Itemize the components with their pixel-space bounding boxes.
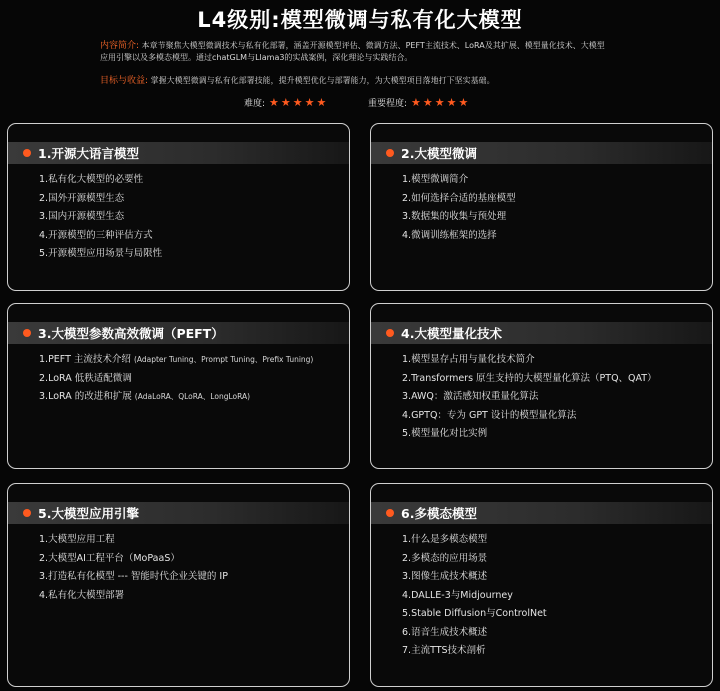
list-item: 1.模型显存占用与量化技术简介 [402, 354, 535, 365]
difficulty-label: 难度: [244, 99, 266, 109]
list-item: 3.AWQ：激活感知权重量化算法 [402, 391, 539, 402]
goal-text [100, 75, 630, 87]
bullet-dot-icon [23, 509, 31, 517]
list-item: 2.如何选择合适的基座模型 [402, 192, 516, 204]
intro-line-2: 应用引擎以及多模态模型。通过chatGLM与Llama3的实战案例，深化理论与实践结合。 [100, 53, 413, 62]
module-card-1 [7, 123, 350, 291]
bullet-dot-icon [23, 329, 31, 337]
list-item [39, 388, 313, 407]
importance-rating [368, 96, 470, 109]
topic-list [402, 171, 516, 245]
topic-list [402, 351, 657, 444]
intro-label: 内容简介: [100, 41, 140, 51]
list-item: 6.语音生成技术概述 [402, 626, 488, 638]
list-item: 7.主流TTS技术剖析 [402, 645, 486, 656]
list-item: 3.国内开源模型生态 [39, 211, 125, 222]
module-card-3 [7, 303, 350, 469]
card-header [371, 142, 712, 164]
card-title: 2.大模型微调 [401, 146, 477, 161]
card-header [8, 322, 349, 344]
item-note: (AdaLoRA、QLoRA、LongLoRA) [134, 392, 251, 401]
list-item: 5.开源模型应用场景与局限性 [39, 248, 163, 259]
list-item: 2.多模态的应用场景 [402, 552, 488, 564]
list-item: 4.微调训练框架的选择 [402, 229, 497, 241]
list-item: 3.打造私有化模型 --- 智能时代企业关键的 IP [39, 571, 228, 582]
topic-list [39, 531, 228, 605]
card-header [8, 142, 349, 164]
item-main: 2.LoRA 低秩适配微调 [39, 372, 132, 384]
intro-text [100, 40, 630, 64]
goal-body: 掌握大模型微调与私有化部署技能，提升模型优化与部署能力，为大模型项目落地打下坚实基础。 [148, 76, 495, 85]
topic-list [402, 531, 547, 661]
module-card-4 [370, 303, 713, 469]
list-item: 1.模型微调简介 [402, 174, 469, 185]
module-card-2 [370, 123, 713, 291]
difficulty-stars-icon: ★★★★★ [269, 96, 329, 109]
intro-line-1: 本章节聚焦大模型微调技术与私有化部署，涵盖开源模型评估、微调方法、PEFT主流技术、LoRA及其扩展、模型量化技术、大模型 [139, 41, 605, 50]
card-title: 3.大模型参数高效微调（PEFT） [38, 326, 224, 341]
list-item: 5.Stable Diffusion与ControlNet [402, 608, 547, 619]
card-header [8, 502, 349, 524]
list-item [39, 370, 313, 389]
list-item: 2.Transformers 原生支持的大模型量化算法（PTQ、QAT） [402, 372, 657, 384]
card-title: 1.开源大语言模型 [38, 146, 139, 161]
list-item: 5.模型量化对比实例 [402, 428, 488, 439]
topic-list [39, 171, 162, 264]
list-item: 2.国外开源模型生态 [39, 192, 125, 204]
card-title: 4.大模型量化技术 [401, 326, 502, 341]
card-title: 5.大模型应用引擎 [38, 506, 139, 521]
topic-list [39, 351, 313, 407]
list-item: 1.私有化大模型的必要性 [39, 174, 144, 185]
module-card-6 [370, 483, 713, 687]
bullet-dot-icon [23, 149, 31, 157]
module-card-5 [7, 483, 350, 687]
goal-label: 目标与收益: [100, 76, 149, 86]
list-item: 2.大模型AI工程平台（MoPaaS） [39, 552, 180, 564]
list-item [39, 351, 313, 370]
importance-label: 重要程度: [368, 99, 408, 109]
list-item: 4.DALLE-3与Midjourney [402, 589, 513, 601]
list-item: 3.数据集的收集与预处理 [402, 211, 507, 222]
importance-stars-icon: ★★★★★ [411, 96, 471, 109]
item-note: (Adapter Tuning、Prompt Tuning、Prefix Tuning) [133, 355, 314, 364]
list-item: 1.大模型应用工程 [39, 534, 115, 545]
list-item: 4.GPTQ：专为 GPT 设计的模型量化算法 [402, 409, 577, 421]
bullet-dot-icon [386, 509, 394, 517]
item-main: 3.LoRA 的改进和扩展 [39, 391, 132, 402]
card-title: 6.多模态模型 [401, 506, 477, 521]
difficulty-rating [244, 96, 328, 109]
item-main: 1.PEFT 主流技术介绍 [39, 354, 131, 365]
bullet-dot-icon [386, 149, 394, 157]
list-item: 4.开源模型的三种评估方式 [39, 229, 153, 241]
bullet-dot-icon [386, 329, 394, 337]
card-header [371, 502, 712, 524]
page-title: L4级别:模型微调与私有化大模型 [197, 8, 523, 32]
list-item: 1.什么是多模态模型 [402, 534, 488, 545]
list-item: 3.图像生成技术概述 [402, 571, 488, 582]
card-header [371, 322, 712, 344]
list-item: 4.私有化大模型部署 [39, 589, 125, 601]
